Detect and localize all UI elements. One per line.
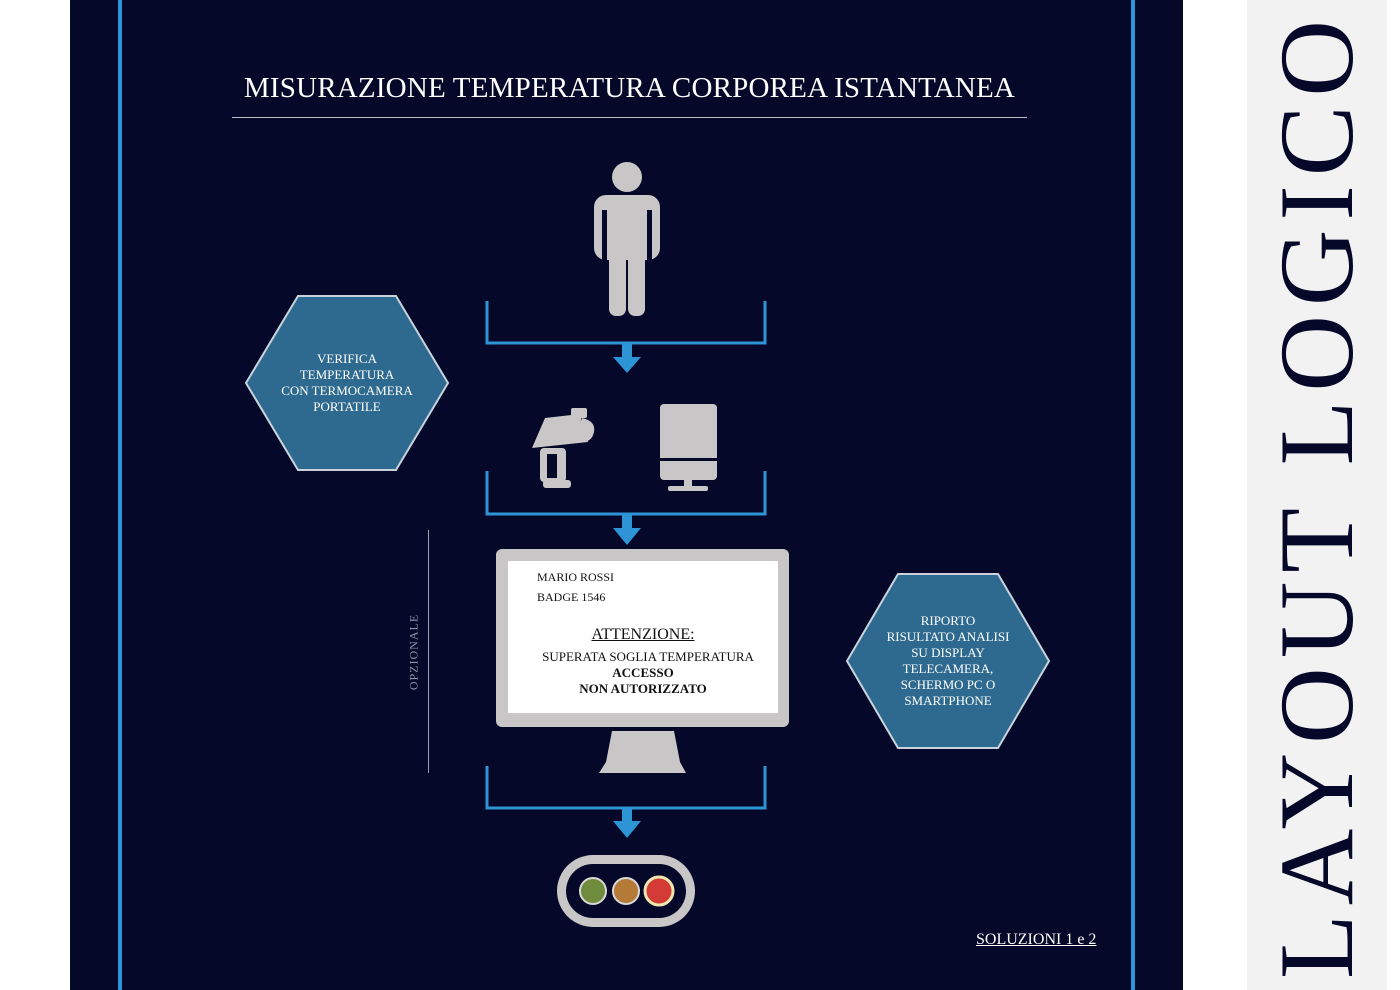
- traffic-light-icon: [557, 855, 695, 927]
- page-title: MISURAZIONE TEMPERATURA CORPOREA ISTANTANEA: [243, 72, 1016, 104]
- hexagon-right-line: SMARTPHONE: [904, 693, 992, 708]
- hexagon-left-line: VERIFICA: [317, 351, 377, 366]
- red-light: [645, 877, 673, 905]
- hexagon-right-line: RISULTATO ANALISI: [886, 629, 1010, 644]
- side-label-text: LAYOUT LOGICO: [1258, 11, 1375, 979]
- amber-light: [613, 878, 639, 904]
- terminal-icon: [660, 404, 717, 491]
- optional-label: OPZIONALE: [406, 613, 421, 691]
- screen-name: MARIO ROSSI: [537, 570, 615, 584]
- arrow-3: [613, 808, 641, 838]
- hexagon-left-line: TEMPERATURA: [299, 367, 395, 382]
- arrow-2: [613, 514, 641, 545]
- hexagon-right-line: SU DISPLAY: [911, 645, 985, 660]
- hexagon-left-text: [256, 330, 438, 436]
- green-light: [580, 878, 606, 904]
- thermal-camera-icon: [532, 408, 594, 488]
- optional-divider: [428, 530, 429, 773]
- screen-access: ACCESSO: [612, 665, 674, 680]
- arrow-1: [613, 343, 641, 373]
- screen-status: NON AUTORIZZATO: [579, 681, 707, 696]
- hexagon-right-line: SCHERMO PC O: [900, 677, 996, 692]
- hexagon-left-line: PORTATILE: [313, 399, 381, 414]
- hexagon-right-line: TELECAMERA,: [902, 661, 994, 676]
- hexagon-left-line: CON TERMOCAMERA: [281, 383, 413, 398]
- hexagon-right-text: [857, 592, 1039, 730]
- screen-warning: ATTENZIONE:: [591, 626, 695, 643]
- hexagon-right-line: RIPORTO: [920, 613, 976, 628]
- footer-link: SOLUZIONI 1 e 2: [976, 931, 1097, 948]
- screen-message: SUPERATA SOGLIA TEMPERATURA: [542, 649, 754, 664]
- screen-badge: BADGE 1546: [537, 590, 606, 604]
- bracket-2: [487, 471, 765, 514]
